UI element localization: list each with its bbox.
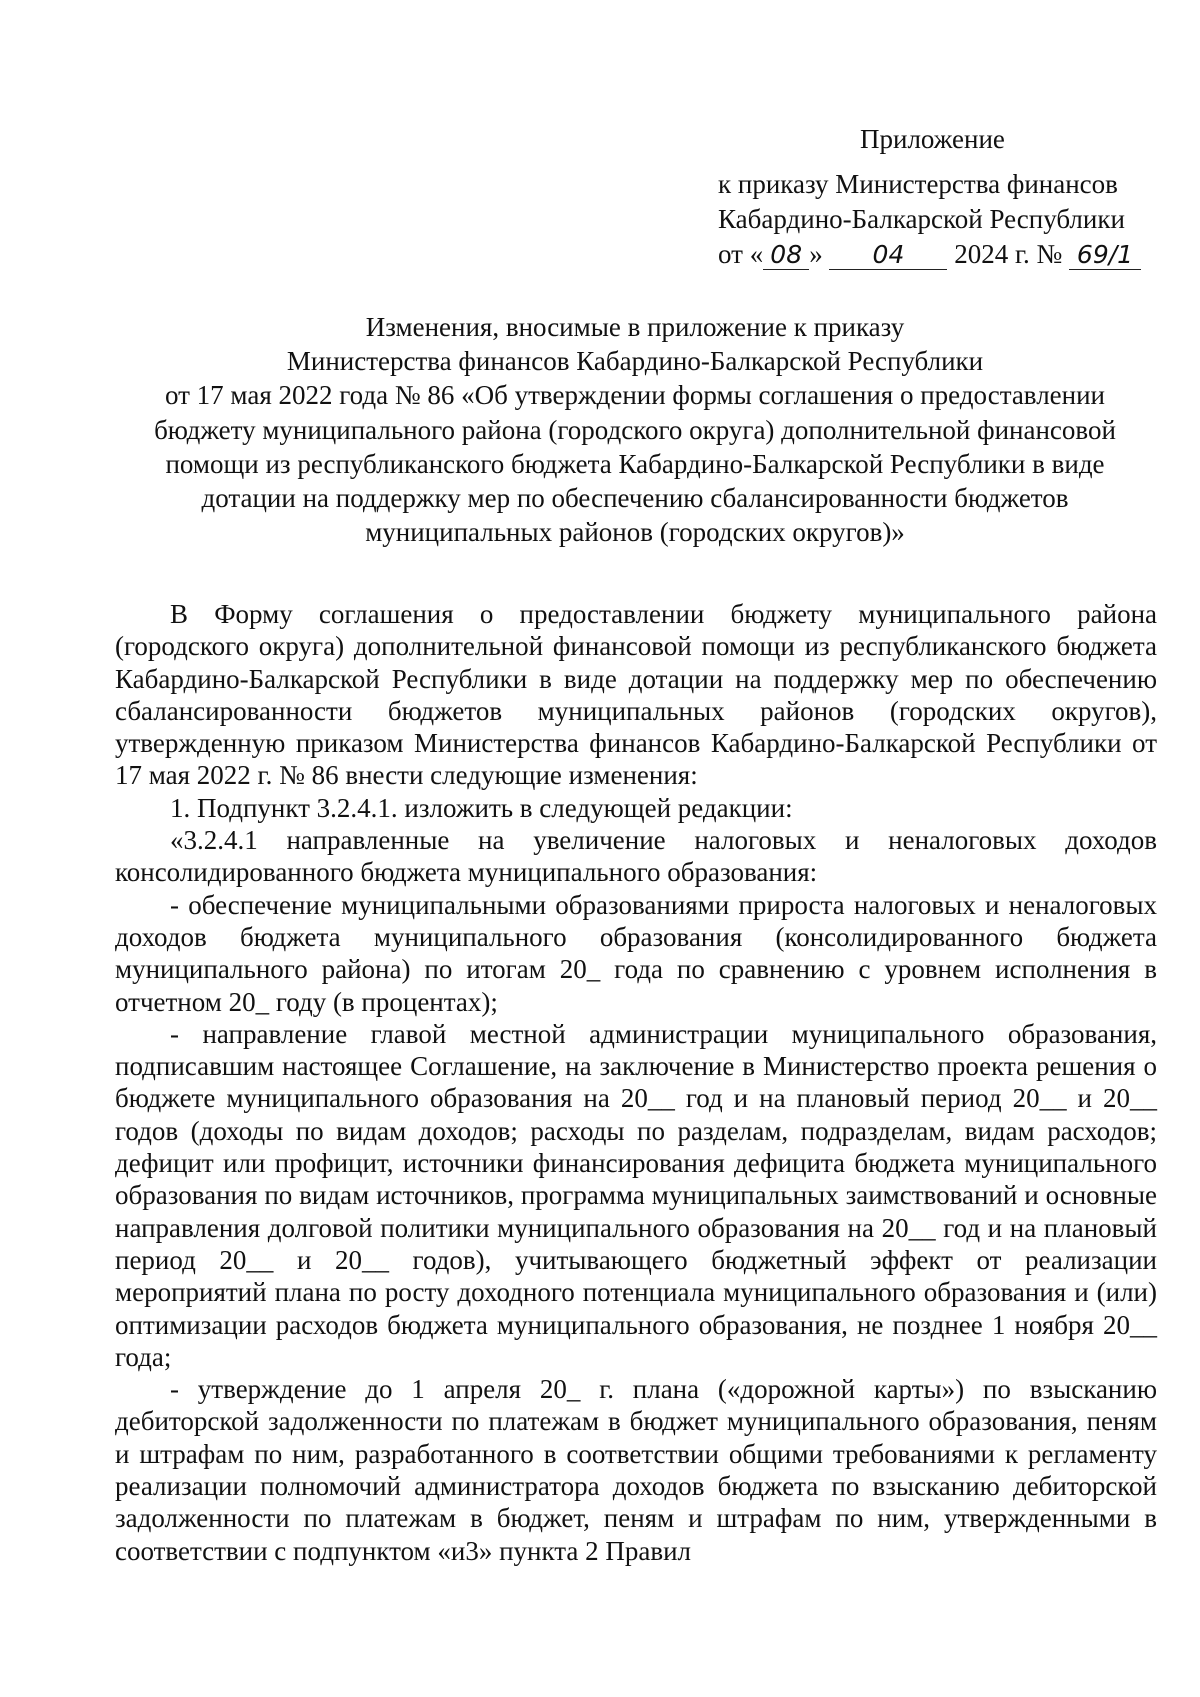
date-year: 2024 г. № xyxy=(954,239,1063,269)
date-day: 08 xyxy=(763,241,809,270)
paragraph-intro: В Форму соглашения о предоставлении бюджету муниципального района (городского округа) дополнительной финансовой помощи из республиканского бюджета Кабардино-Балкарской Республики в виде дотации на поддержку мер по обеспечению сбалансированности бюджетов муниципальных районов (городских округов), утвержденную приказом Министерства финансов Кабардино-Балкарской Республики от 17 мая 2022 г. № 86 внести следующие изменения: xyxy=(115,599,1157,791)
annex-heading: Приложение xyxy=(860,124,1005,154)
paragraph-bullet-3: - утверждение до 1 апреля 20_ г. плана («дорожной карты») по взысканию дебиторской задолженности по платежам в бюджет муниципального образования, пеням и штрафам по ним, разработанного в соответствии общими требованиями к регламенту реализации полномочий администратора доходов бюджета по взысканию дебиторской задолженности по платежам в бюджет, пеням и штрафам по ним, утвержденными в соответствии с подпунктом «и3» пункта 2 Правил xyxy=(115,1374,1157,1566)
date-prefix: от « xyxy=(718,239,764,269)
paragraph-item-1: 1. Подпункт 3.2.4.1. изложить в следующей редакции: xyxy=(170,792,793,823)
title-line: Министерства финансов Кабардино-Балкарской Республики xyxy=(286,346,984,377)
annex-date-line xyxy=(718,237,1148,272)
annex-line-republic: Кабардино-Балкарской Республики xyxy=(718,204,1125,234)
paragraph-bullet-1: - обеспечение муниципальными образованиями прироста налоговых и неналоговых доходов бюджета муниципального образования (консолидированного бюджета муниципального района) по итогам 20_ года по сравнению с уровнем исполнения в отчетном 20_ году (в процентах); xyxy=(115,889,1157,1017)
title-line: Изменения, вносимые в приложение к приказу xyxy=(365,312,905,342)
title-line: бюджету муниципального района (городского округа) дополнительной финансовой xyxy=(154,414,1116,445)
document-body xyxy=(115,598,1157,1567)
document-title xyxy=(110,310,1160,549)
title-line: дотации на поддержку мер по обеспечению сбалансированности бюджетов xyxy=(201,483,1069,514)
annex-header xyxy=(718,122,1148,272)
order-number: 69/1 xyxy=(1069,241,1141,270)
title-line: помощи из республиканского бюджета Кабардино-Балкарской Республики в виде xyxy=(165,448,1105,479)
title-line: муниципальных районов (городских округов)» xyxy=(365,517,905,548)
title-line: от 17 мая 2022 года № 86 «Об утверждении формы соглашения о предоставлении xyxy=(164,380,1106,411)
annex-line-order: к приказу Министерства финансов xyxy=(718,169,1118,199)
date-month: 04 xyxy=(829,241,947,270)
paragraph-bullet-2: - направление главой местной администрации муниципального образования, подписавшим настоящее Соглашение, на заключение в Министерство проекта решения о бюджете муниципального образования на 20__ год и на плановый период 20__ и 20__ годов (доходы по видам доходов; расходы по разделам, подразделам, видам расходов; дефицит или профицит, источники финансирования дефицита бюджета муниципального образования по видам источников, программа муниципальных заимствований и основные направления долговой политики муниципального образования на 20__ год и на плановый период 20__ и 20__ годов), учитывающего бюджетный эффект от реализации мероприятий плана по росту доходного потенциала муниципального образования и (или) оптимизации расходов бюджета муниципального образования, не позднее 1 ноября 20__ года; xyxy=(115,1018,1157,1372)
date-quote-close: » xyxy=(809,239,823,269)
paragraph-subitem: «3.2.4.1 направленные на увеличение налоговых и неналоговых доходов консолидированного бюджета муниципального образования: xyxy=(115,825,1157,888)
